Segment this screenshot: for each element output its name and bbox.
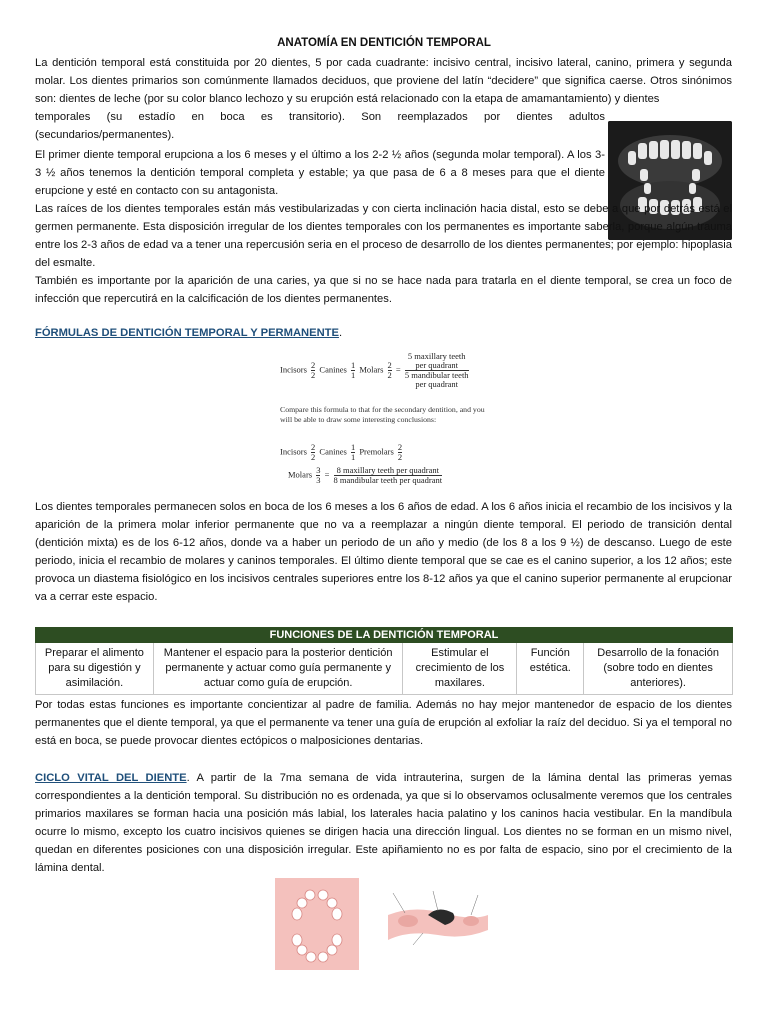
function-cell: Estimular el crecimiento de los maxilares. [403,643,517,695]
functions-table-header: FUNCIONES DE LA DENTICIÓN TEMPORAL [35,627,733,643]
primary-formula: Incisors $\frac{2}{2}$ Canines $\frac{1}{1}$ Molars $\frac{2}{2}$ = 5 maxillary teeth per quadrant 5 mandibular teeth per quadrant [280,351,469,389]
functions-table [35,627,733,695]
life-cycle-paragraph [35,769,732,877]
heading-dot: . [338,327,343,339]
formulas-heading: FÓRMULAS DE DENTICIÓN TEMPORAL Y PERMANENTE [35,327,339,339]
function-cell: Función estética. [517,643,584,695]
intro-paragraph-1-end: (secundarios/permanentes). [35,129,175,141]
intro-paragraph-3: Las raíces de los dientes temporales están más vestibularizadas y con cierta inclinación hacia distal, esto se debe a que por detrás está el germen permanente. Esta disposición irregular de los dientes temporales con los permanentes es importante saberla, porque algún trauma entre los 2-3 años de edad va a tener una repercusión seria en el proceso de desarrollo de los dientes permanentes; por ejemplo: hipoplasia del esmalte. [35,203,732,269]
family-paragraph: Por todas estas funciones es importante concientizar al padre de familia. Además no hay mejor mantenedor de espacio de los dientes permanentes que el diente temporal, ya que el permanente va tener una guía de erupción al exfoliar la raíz del deciduo. Si ya el temporal no está en boca, se puede provocar dientes ectópicos o malposiciones dentarias. [35,699,732,747]
function-cell: Preparar el alimento para su digestión y asimilación. [36,643,154,695]
teeth-per-quadrant-fraction: 5 maxillary teeth per quadrant 5 mandibular teeth per quadrant [404,351,469,389]
page-title: ANATOMÍA EN DENTICIÓN TEMPORAL [277,37,491,49]
intro-paragraph-1: La dentición temporal está constituida por 20 dientes, 5 por cada cuadrante: incisivo central, incisivo lateral, canino, primera y segunda molar. Los dientes primarios son comúnmente llamados deciduos, que proviene del latín “decidere” que significa caerse. Otros sinónimos son: dientes de leche (por su color blanco lechozo y su erupción está relacionado con la etapa de amamantamiento) y dientes [35,57,732,105]
life-cycle-text: . A partir de la 7ma semana de vida intrauterina, surgen de la lámina dental las primeras yemas correspondientes a la dentición temporal. Su distribución no es ordenada, ya que si lo observamos oclusalmente veremos que los centrales primarios maxilares se forman hacia una posición más labial, los laterales hacia palatino y los caninos hacia vestibular. En la mandíbula ocurre lo mismo, excepto los cuatro incisivos quienes se dirigen hacia una dirección lingual. Los dientes no se forman en un mismo nivel, quedan en diferentes posiciones con una disposición irregular. Este apiñamiento no es por falta de espacio, sino por el crecimiento de la lámina dental. [35,772,732,874]
canines-label: Canines [319,364,347,375]
functions-table-row [35,643,733,695]
function-cell: Mantener el espacio para la posterior dentición permanente y actuar como guía permanente y actuar como guía de erupción. [154,643,404,695]
premolars-label: Premolars [359,446,394,457]
dental-arch-illustration [275,878,359,970]
formulas-heading-row [35,327,342,339]
incisors-label: Incisors [280,364,307,375]
canines-fraction: $\frac{1}{1}$ [350,360,356,380]
molars-fraction: $\frac{2}{2}$ [387,360,392,380]
intro-paragraph-2: El primer diente temporal erupciona a los 6 meses y el último a los 2-2 ½ años (segunda molar temporal). A los 3- 3 ½ años tenemos la dentición temporal completa y estable; ya que pasa de 6 a 8 meses para que el diente erupcione y esté en contacto con su antagonista. [35,149,605,197]
tooth-germ-illustration [383,885,493,950]
intro-paragraph-4: También es importante por la aparición de una caries, ya que si no se hace nada para tratarla en el diente temporal, se crea un foco de infección que repercutirá en la calcificación de los dientes permanentes. [35,275,732,305]
intro-paragraph-1-continued: temporales (su estadío en boca es transitorio). Son reemplazados por dientes adultos [35,111,605,123]
function-cell: Desarrollo de la fonación (sobre todo en dientes anteriores). [584,643,733,695]
formula-note: Compare this formula to that for the secondary dentition, and you will be able to draw some interesting conclusions: [280,405,485,424]
mixed-dentition-paragraph: Los dientes temporales permanecen solos en boca de los 6 meses a los 6 años de edad. A los 6 años inicia el recambio de los incisivos y la aparición de la primera molar inferior permanente que no va a reemplazar a ningún diente temporal. El periodo de transición dental (dentición mixta) es de los 6-12 años, donde va a haber un periodo de un año y medio (de los 8 a los 9 ½) de descanso. Luego de este periodo, inicia el recambio de molares y caninos temporales. El último diente temporal que se cae es el canino superior, a los 12 años; este provoca un diastema fisiológico en los incisivos centrales superiores entre los 8-12 años ya que el canino superior permanente al erupcionar va a cerrar este espacio. [35,501,732,603]
dentition-formula-figure [280,350,490,490]
molars-label: Molars [359,364,384,375]
permanent-molar-formula: Molars $\frac{3}{3}$ = $\frac{\text{8 maxillary teeth per quadrant}}{\text{8 mandibular teeth per quadrant}}$ [288,465,443,485]
incisors-fraction: $\frac{2}{2}$ [311,360,316,380]
life-cycle-heading: CICLO VITAL DEL DIENTE [35,772,187,784]
permanent-formula: Incisors $\frac{2}{2}$ Canines $\frac{1}{1}$ Premolars $\frac{2}{2}$ [280,442,403,462]
